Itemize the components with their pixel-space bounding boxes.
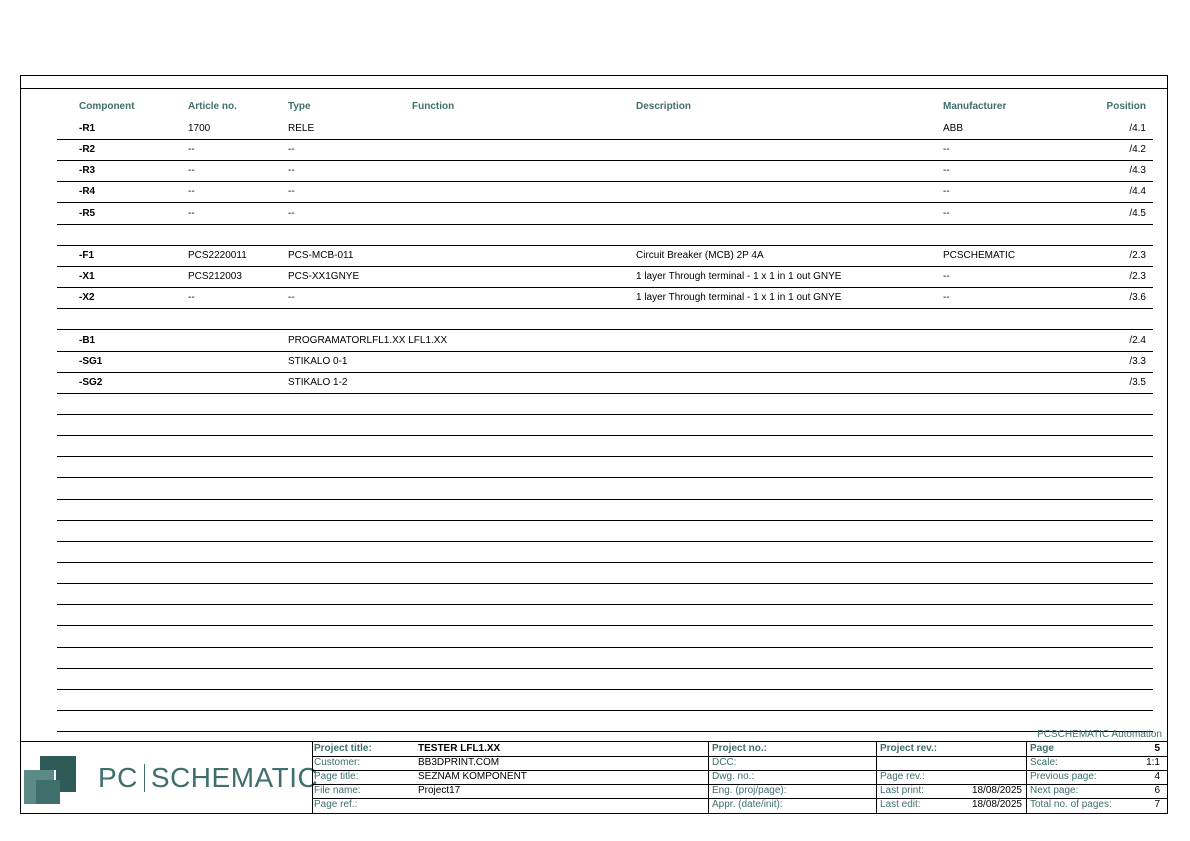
cell-manufacturer: -- [943,144,950,156]
table-row [57,118,1153,140]
header-component: Component [79,101,135,112]
dwg-no-label: Dwg. no.: [712,771,755,782]
cell-position: /4.4 [1129,186,1146,198]
cell-description: Circuit Breaker (MCB) 2P 4A [636,249,764,261]
table-row [57,668,1153,690]
pcschematic-logo [22,748,319,810]
tb-divider [1026,742,1027,814]
table-row [57,393,1153,415]
cell-position: /4.1 [1129,123,1146,134]
page-value: 5 [1154,743,1160,754]
brand-text: PCSCHEMATIC Automation [1037,729,1162,740]
logo-word-pc: PC [98,762,138,793]
project-title-value: TESTER LFL1.XX [418,743,501,754]
cell-manufacturer: -- [943,186,950,198]
appr-label: Appr. (date/init): [712,799,783,810]
page-label: Page [1030,743,1054,754]
cell-manufacturer: -- [943,165,950,177]
last-edit-value: 18/08/2025 [971,799,1022,810]
title-block [20,741,1168,815]
cell-type: -- [288,144,295,156]
cell-position: /3.3 [1129,355,1146,367]
table-row [57,308,1153,330]
scale-label: Scale: [1030,757,1058,768]
total-pages-label: Total no. of pages: [1030,799,1112,810]
header-position: Position [1106,101,1146,112]
cell-position: /3.5 [1129,376,1146,388]
table-row [57,562,1153,584]
table-row [57,351,1153,373]
table-row [57,139,1153,161]
cell-type: PCS-MCB-011 [288,249,354,261]
frame-top-border [20,88,1168,89]
last-print-value: 18/08/2025 [971,785,1022,796]
header-type: Type [288,101,311,112]
cell-type: STIKALO 1-2 [288,376,348,388]
cell-article: -- [188,165,195,177]
cell-component: -SG1 [79,355,103,367]
tb-divider [708,742,709,814]
page-rev-label: Page rev.: [880,771,925,782]
cell-manufacturer: ABB [943,123,964,134]
logo-wordmark [98,762,318,794]
cell-position: /3.6 [1129,292,1146,304]
logo-word-schematic: SCHEMATIC [150,762,319,793]
header-function: Function [412,101,455,112]
table-row [57,710,1153,732]
next-page-label: Next page: [1030,785,1079,796]
project-title-label: Project title: [314,743,372,754]
project-rev-label: Project rev.: [880,743,938,754]
table-row [57,689,1153,711]
previous-page-value: 4 [1154,771,1160,782]
cell-description: 1 layer Through terminal - 1 x 1 in 1 out GNYE [636,292,842,304]
cell-article: -- [188,292,195,304]
tb-divider [312,742,313,814]
tb-divider [876,742,877,814]
cell-type: -- [288,292,295,304]
cell-article: 1700 [188,123,211,134]
header-description: Description [636,101,692,112]
table-row [57,287,1153,309]
last-edit-label: Last edit: [880,799,921,810]
cell-type: -- [288,186,295,198]
table-row [57,499,1153,521]
table-row [57,181,1153,203]
cell-manufacturer: -- [943,207,950,219]
table-row [57,478,1153,500]
cell-position: /4.3 [1129,165,1146,177]
customer-label: Customer: [314,757,361,768]
table-row [57,266,1153,288]
cell-description: 1 layer Through terminal - 1 x 1 in 1 out GNYE [636,271,842,283]
dcc-label: DCC: [712,757,737,768]
table-row [57,245,1153,267]
eng-label: Eng. (proj/page): [712,785,787,796]
next-page-value: 6 [1154,785,1160,796]
cell-position: /2.3 [1129,271,1146,283]
header-article: Article no. [188,101,237,112]
logo-separator [144,764,145,792]
cell-component: -R2 [79,144,96,156]
cell-component: -R3 [79,165,96,177]
cell-article: -- [188,186,195,198]
cell-manufacturer: -- [943,271,950,283]
cell-component: -X1 [79,271,95,283]
project-no-label: Project no.: [712,743,768,754]
customer-value: BB3DPRINT.COM [418,757,500,768]
cell-position: /4.5 [1129,207,1146,219]
cell-article: PCS2220011 [188,249,247,261]
table-row [57,604,1153,626]
cell-type: PROGRAMATORLFL1.XX LFL1.XX [288,334,448,346]
cell-article: PCS212003 [188,271,242,283]
header-manufacturer: Manufacturer [943,101,1007,112]
cell-position: /2.3 [1129,249,1146,261]
table-row [57,203,1153,225]
table-row [57,160,1153,182]
file-name-label: File name: [314,785,361,796]
cell-component: -R4 [79,186,96,198]
cell-type: -- [288,165,295,177]
cell-position: /4.2 [1129,144,1146,156]
cell-article: -- [188,207,195,219]
cell-component: -F1 [79,249,94,261]
page-ref-label: Page ref.: [314,799,358,810]
cell-manufacturer: -- [943,292,950,304]
table-row [57,583,1153,605]
previous-page-label: Previous page: [1030,771,1097,782]
page-title-label: Page title: [314,771,359,782]
cell-type: STIKALO 0-1 [288,355,348,367]
cell-type: RELE [288,123,315,134]
scale-value: 1:1 [1146,757,1160,768]
cell-manufacturer: PCSCHEMATIC [943,249,1016,261]
table-row [57,541,1153,563]
cell-component: -X2 [79,292,95,304]
table-row [57,456,1153,478]
cell-component: -B1 [79,334,96,346]
page-title-value: SEZNAM KOMPONENT [418,771,527,782]
cell-article: -- [188,144,195,156]
table-row [57,626,1153,648]
table-row [57,224,1153,246]
cell-component: -SG2 [79,376,103,388]
total-pages-value: 7 [1154,799,1160,810]
logo-mark-icon [22,750,82,810]
cell-component: -R5 [79,207,96,219]
table-row [57,647,1153,669]
cell-type: -- [288,207,295,219]
table-row [57,330,1153,352]
cell-type: PCS-XX1GNYE [288,271,360,283]
table-row [57,435,1153,457]
cell-component: -R1 [79,123,96,134]
table-row [57,520,1153,542]
file-name-value: Project17 [418,785,461,796]
table-row [57,414,1153,436]
table-row [57,372,1153,394]
last-print-label: Last print: [880,785,924,796]
cell-position: /2.4 [1129,334,1146,346]
